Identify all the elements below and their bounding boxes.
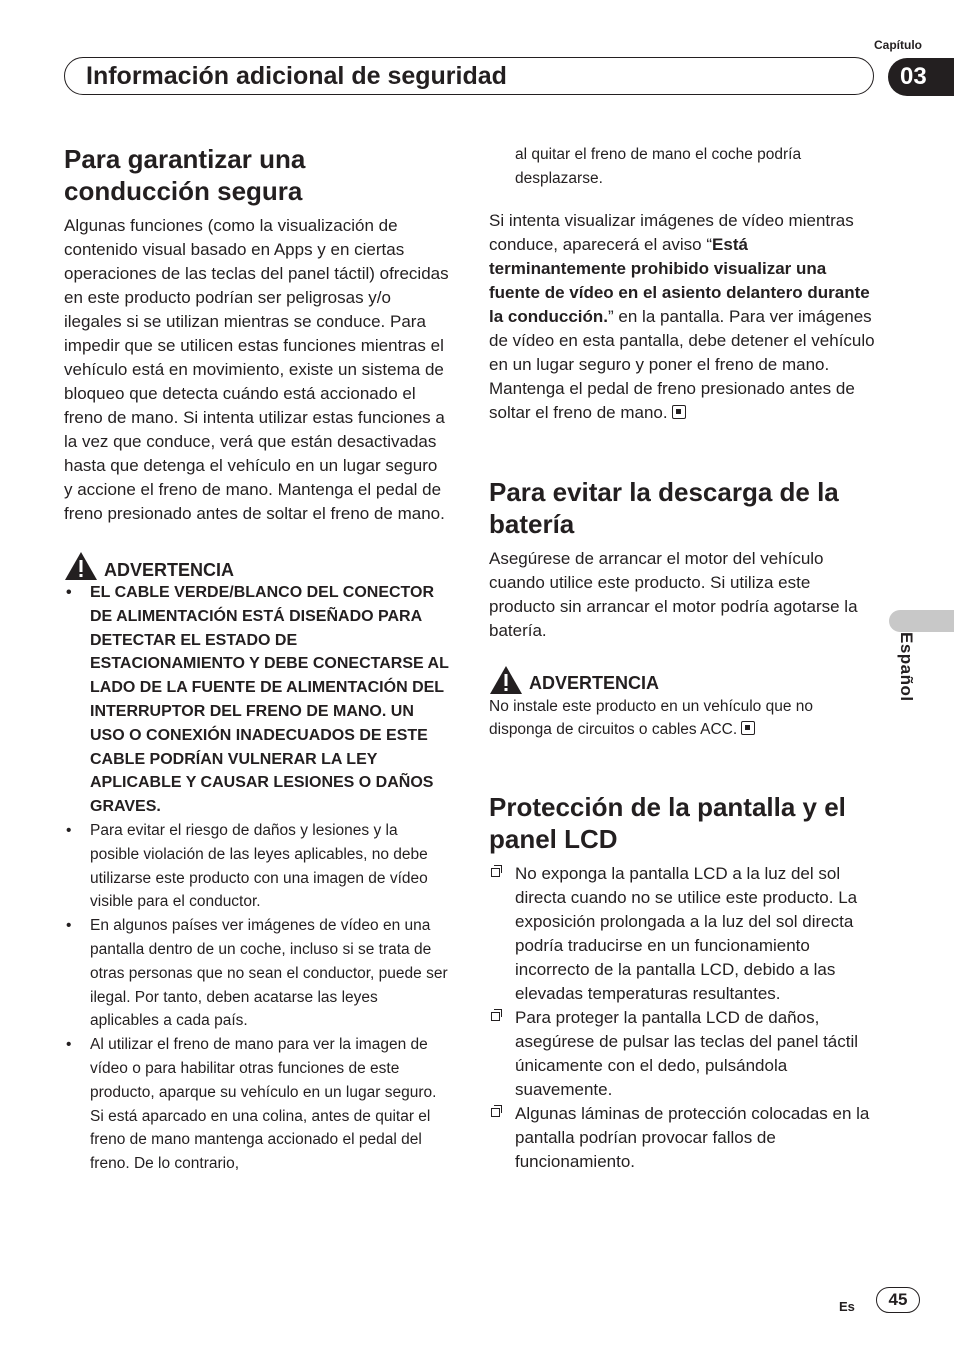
warning-item-text: Al utilizar el freno de mano para ver la imagen de vídeo o para habilitar otras funciones de este producto, aparque su vehículo en un lugar seguro. Si está aparcado en una colina, antes de quitar el freno de mano mantenga accionado el pedal del freno. De lo contrario, [90,1036,437,1173]
checkbox-bullet-icon [491,868,500,877]
list-item [64,581,450,819]
list-item [489,1102,877,1174]
list-item [64,819,450,914]
warning-title: ADVERTENCIA [529,673,660,694]
warning-header [64,551,450,581]
language-tab-marker [889,610,954,632]
warning-item-text: Para evitar el riesgo de daños y lesiones y la posible violación de las leyes aplicables, no debe utilizarse este producto con una imagen de vídeo visible para el conductor. [90,821,428,911]
chapter-label: Capítulo [874,38,922,52]
battery-warning-header [489,665,877,695]
warning-title: ADVERTENCIA [104,559,235,580]
warning-item-text: En algunos países ver imágenes de vídeo en una pantalla dentro de un coche, incluso si se trata de otras personas que no sean el conductor, puede ser ilegal. Por tanto, deben acatarse las leyes aplicables a cada país. [90,917,448,1030]
warning-icon [64,551,98,581]
end-mark-icon [672,405,686,419]
right-column [489,143,877,1174]
lcd-item-text: Algunas láminas de protección colocadas en la pantalla podrían provocar fallos de funcionamiento. [515,1104,870,1172]
language-tab-label: Español [897,632,916,702]
bullet-icon: • [66,821,72,839]
left-column [64,143,450,1176]
battery-warning-text [489,695,877,743]
lcd-item-text: Para proteger la pantalla LCD de daños, asegúrese de pulsar las teclas del panel táctil únicamente con el dedo, pulsándola suavemente. [515,1008,859,1100]
video-para-bold: Está terminantemente prohibido visualizar una fuente de vídeo en el asiento delantero durante la conducción. [489,234,870,326]
lcd-list [489,862,877,1174]
section-title: Información adicional de seguridad [86,62,507,90]
safe-driving-paragraph: Algunas funciones (como la visualización de contenido visual basado en Apps y en ciertas operaciones de las teclas del panel táctil) ofrecidas en este producto podrían ser peligrosas y/o ilegales si se utilizan mientras se conduce. Para impedir que se utilicen estas funciones mientras el vehículo está en movimiento, existe un sistema de bloqueo que detecta cuándo está accionado el freno de mano. Si intenta utilizar estas funciones a la vez que conduce, verá que están desactivadas hasta que detenga el vehículo en un lugar seguro y accione el freno de mano. Mantenga el pedal de freno presionado antes de soltar el freno de mano. [64,216,449,523]
page-number: 45 [876,1287,920,1313]
end-mark-icon [741,721,755,735]
heading-battery: Para evitar la descarga de la batería [489,476,839,539]
list-item [64,1033,450,1176]
bullet-icon: • [66,584,72,601]
warning-icon [489,665,523,695]
video-para-end: ” en la pantalla. Para ver imágenes de vídeo en esta pantalla, debe detener el vehículo en un lugar seguro y poner el freno de mano. Mantenga el pedal de freno presionado antes de soltar el freno de mano. [489,306,875,422]
chapter-number-badge: 03 [888,58,954,96]
warning-item-text: EL CABLE VERDE/BLANCO DEL CONECTOR DE ALIMENTACIÓN ESTÁ DISEÑADO PARA DETECTAR EL ESTADO DE ESTACIONAMIENTO Y DEBE CONECTARSE AL LADO DE LA FUENTE DE ALIMENTACIÓN DEL INTERRUPTOR DEL FRENO DE MANO. UN USO O CONEXIÓN INADECUADOS DE ESTE CABLE PODRÍAN VULNERAR LA LEY APLICABLE Y CAUSAR LESIONES O DAÑOS GRAVES. [90,584,449,816]
footer-language-code: Es [839,1299,855,1314]
video-para-start: Si intenta visualizar imágenes de vídeo mientras conduce, aparecerá el aviso “ [489,210,854,254]
checkbox-bullet-icon [491,1012,500,1021]
list-item [489,862,877,1006]
warning-continuation: al quitar el freno de mano el coche podría desplazarse. [515,146,802,187]
video-warning-paragraph [489,209,877,425]
bullet-icon: • [66,1036,72,1054]
bullet-icon: • [66,917,72,935]
heading-lcd-protection: Protección de la pantalla y el panel LCD [489,792,846,855]
heading-safe-driving: Para garantizar una conducción segura [64,144,306,206]
checkbox-bullet-icon [491,1108,500,1117]
list-item [489,1006,877,1102]
battery-warning-body: No instale este producto en un vehículo que no disponga de circuitos o cables ACC. [489,697,814,739]
warning-list [64,581,450,1176]
list-item [64,914,450,1033]
battery-paragraph: Asegúrese de arrancar el motor del vehículo cuando utilice este producto. Si utiliza este producto sin arrancar el motor podría agotarse la batería. [489,548,858,640]
lcd-item-text: No exponga la pantalla LCD a la luz del sol directa cuando no se utilice este producto. La exposición prolongada a la luz del sol directa podría traducirse en un funcionamiento incorrecto de la pantalla LCD, debido a las elevadas temperaturas resultantes. [515,864,858,1004]
